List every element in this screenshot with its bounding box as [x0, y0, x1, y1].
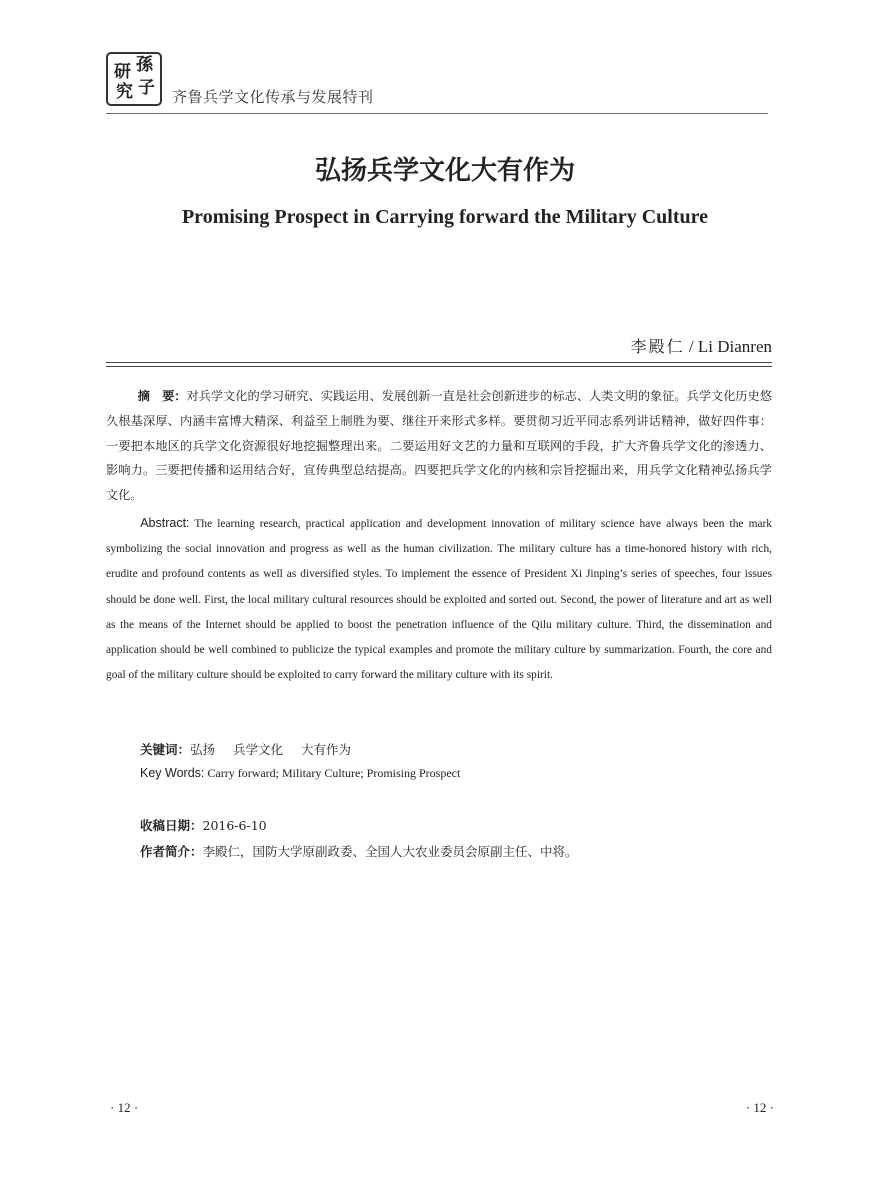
bio-label: 作者简介： — [140, 844, 203, 859]
abstract-cn-text: 对兵学文化的学习研究、实践运用、发展创新一直是社会创新进步的标志、人类文明的象征。兵学文化历史悠久根基深厚、内涵丰富博大精深、利益至上制胜为要、继往开来形式多样。要贯彻习近平同志系列讲话精神，做好四件事：一要把本地区的兵学文化资源很好地挖掘整理出来。二要运用好文艺的力量和互联网的手段，扩大齐鲁兵学文化的渗透力、影响力。三要把传播和运用结合好，宣传典型总结提高。四要把兵学文化的内核和宗旨挖掘出来，用兵学文化精神弘扬兵学文化。 — [106, 389, 773, 503]
author-bio — [140, 842, 578, 860]
logo-char: 孫 — [136, 55, 153, 75]
logo-char: 子 — [138, 78, 155, 98]
keyword-item: 弘扬 — [190, 742, 216, 757]
bio-value: 李殿仁，国防大学原副政委、全国人大农业委员会原副主任、中将。 — [202, 844, 578, 859]
abstract-en-label: Abstract: — [140, 516, 190, 530]
keyword-item: 兵学文化 — [233, 742, 284, 757]
running-header — [106, 52, 768, 114]
author-line — [631, 334, 772, 357]
journal-name: 齐鲁兵学文化传承与发展特刊 — [172, 88, 374, 106]
keywords-cn-label: 关键词： — [140, 742, 191, 757]
abstract-en-text: The learning research, practical application and development innovation of military science have always been the mark symbolizing the social innovation and progress as well as the human civilization. The military culture has a time-honored history with rich, erudite and profound contents as well as diversified styles. To implement the essence of President Xi Jinping’s series of speeches, four issues should be done well. First, the local military cultural resources should be exploited and sorted out. Second, the power of literature and art as well as the means of the Internet should be applied to boost the penetration influence of the Qilu military culture. Third, the dissemination and application should be well combined to publicize the typical examples and promote the military culture by summarization. Fourth, the core and goal of the military culture should be exploited to carry forward the military culture with its spirit. — [106, 518, 772, 682]
author-divider-bottom — [106, 366, 772, 367]
keywords-en-text: Carry forward; Military Culture; Promising Prospect — [204, 766, 461, 780]
article-title-cn: 弘扬兵学文化大有作为 — [314, 156, 575, 186]
author-name-en: Li Dianren — [697, 337, 772, 356]
header-divider — [106, 113, 768, 114]
abstract-cn — [106, 384, 772, 508]
keywords-cn — [140, 740, 351, 758]
article-title-en: Promising Prospect in Carrying forward the Military Culture — [181, 206, 709, 228]
abstract-cn-label: 摘 要： — [137, 389, 187, 403]
author-name-cn: 李殿仁 — [630, 337, 685, 356]
logo-char: 研 — [114, 62, 131, 82]
keyword-item: 大有作为 — [301, 742, 352, 757]
keywords-en-label: Key Words: — [140, 766, 205, 780]
logo-char: 究 — [116, 82, 133, 102]
author-divider-top — [106, 362, 772, 363]
abstract-en — [106, 511, 772, 688]
author-separator: / — [684, 337, 698, 356]
page-number-left: · 12 · — [110, 1100, 139, 1115]
journal-logo — [106, 52, 162, 106]
received-label: 收稿日期： — [140, 818, 203, 833]
received-date — [140, 816, 267, 834]
page-number-right: · 12 · — [745, 1100, 774, 1115]
received-value: 2016-6-10 — [202, 818, 267, 833]
keywords-en — [140, 766, 460, 781]
